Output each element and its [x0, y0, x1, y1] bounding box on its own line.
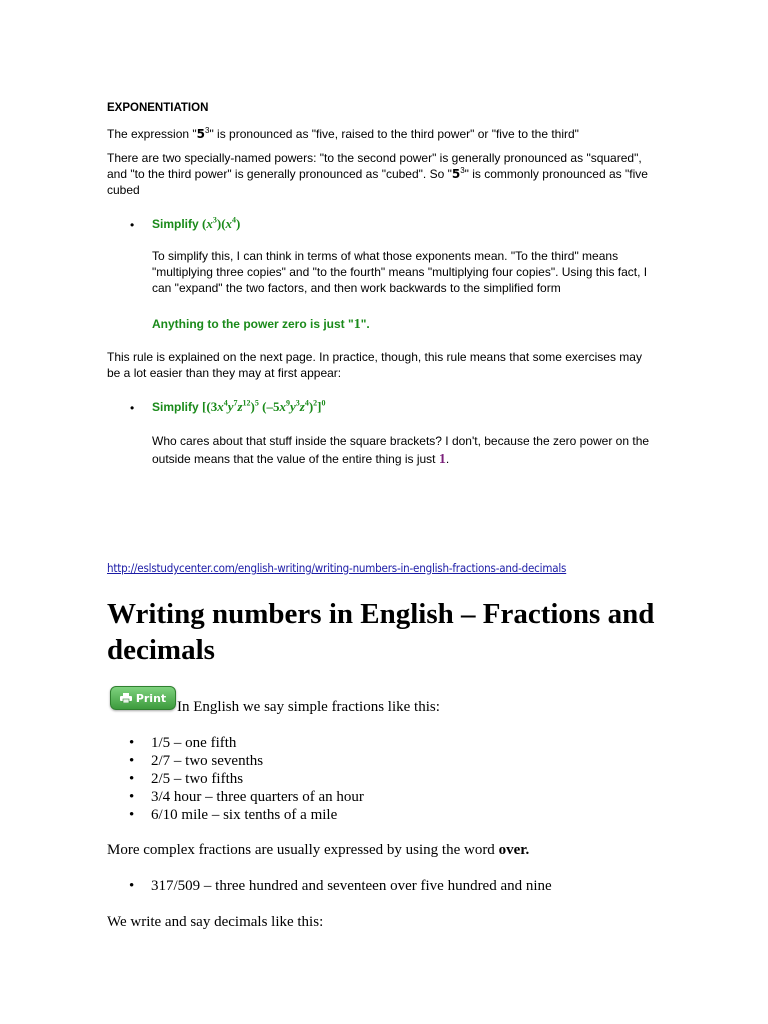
list-item: • 1/5 – one fifth — [107, 734, 364, 752]
p3-line1: This rule is explained on the next page. In practice, though, this rule means that some exercises may — [107, 350, 642, 364]
p2-line3: cubed — [107, 183, 140, 197]
rule-pre: Anything to the power zero is just " — [152, 317, 354, 331]
p2-line1: There are two specially-named powers: "to the second power" is generally pronounced as "squared", — [107, 151, 642, 165]
explain2-line1: Who cares about that stuff inside the square brackets? I don't, because the zero power on the — [152, 434, 650, 448]
expression-bracket-zero: [$(3x^4y^7z^{12})^5$ $(-5x^9y^3z^4)^2]^0$ — [202, 398, 326, 414]
source-link-container — [107, 559, 566, 577]
list-item: • 6/10 mile – six tenths of a mile — [107, 806, 364, 824]
p1-text-pre: The expression " — [107, 127, 197, 141]
p2-base: 5 — [451, 167, 461, 181]
list-item: • 2/5 – two fifths — [107, 770, 364, 788]
p3-line2: be a lot easier than they may at first appear: — [107, 366, 342, 380]
list-item: • 317/509 – three hundred and seventeen over five hundred and nine — [107, 877, 552, 895]
expression-x3-x4: $(x^3)(x^4)$ — [202, 215, 241, 231]
source-link[interactable]: http://eslstudycenter.com/english-writing/writing-numbers-in-english-fractions-and-decimals — [107, 561, 567, 575]
bullet-2-marker: • — [130, 401, 135, 415]
complex-example-list — [107, 877, 552, 895]
section-heading: EXPONENTIATION — [107, 102, 209, 114]
fractions-intro: In English we say simple fractions like this: — [177, 699, 440, 715]
complex-pre: More complex fractions are usually expressed by using the word — [107, 842, 495, 858]
printer-icon — [120, 693, 132, 703]
paragraph-rule-explained — [107, 349, 697, 381]
print-button[interactable] — [110, 686, 176, 710]
explain-line: "multiplying three copies" and "to the fourth" means "multiplying four copies". Using this fact, I — [152, 265, 648, 279]
explain2-line2-post: . — [445, 452, 450, 466]
explain2-line2 — [152, 450, 692, 469]
p2-exponent: 3 — [460, 166, 465, 175]
bullet-1-marker: • — [130, 218, 135, 232]
title-line2: decimals — [107, 634, 215, 666]
bullet-2-label — [152, 399, 326, 415]
print-label: Print — [135, 691, 167, 705]
rule-post: ". — [360, 317, 370, 331]
explain-line: can "expand" the two factors, and then work backwards to the simplified form — [152, 281, 561, 295]
simplify-label-2: Simplify — [152, 400, 199, 414]
rule-one: 1 — [353, 317, 361, 332]
paragraph-special-powers — [107, 150, 697, 198]
fractions-list — [107, 734, 364, 824]
bullet-1-explanation — [152, 248, 692, 296]
paragraph-expression — [107, 126, 579, 142]
bullet-1-label — [152, 216, 240, 232]
explain2-line2-pre: outside means that the value of the entire thing is just — [152, 452, 436, 466]
p1-base: 5 — [196, 127, 205, 141]
p2-line2 — [107, 166, 697, 182]
p2-line2-pre: and "to the third power" is generally pronounced as "cubed". So " — [107, 167, 452, 181]
p1-text-post: " is pronounced as "five, raised to the third power" or "five to the third" — [209, 127, 579, 141]
page-title — [107, 596, 727, 668]
explain-line: To simplify this, I can think in terms of what those exponents mean. "To the third" means — [152, 249, 619, 263]
p1-exponent: 3 — [205, 126, 210, 135]
p2-line2-post: " is commonly pronounced as "five — [464, 167, 648, 181]
zero-power-rule — [152, 316, 370, 333]
title-line1: Writing numbers in English – Fractions and — [107, 598, 655, 630]
list-item: • 2/7 – two sevenths — [107, 752, 364, 770]
complex-word: over. — [498, 842, 530, 858]
answer-one: 1 — [438, 452, 446, 467]
bullet-2-explanation — [152, 432, 692, 469]
complex-fractions-paragraph — [107, 841, 529, 859]
list-item: • 3/4 hour – three quarters of an hour — [107, 788, 364, 806]
decimals-intro: We write and say decimals like this: — [107, 914, 324, 930]
simplify-label-1: Simplify — [152, 217, 199, 231]
